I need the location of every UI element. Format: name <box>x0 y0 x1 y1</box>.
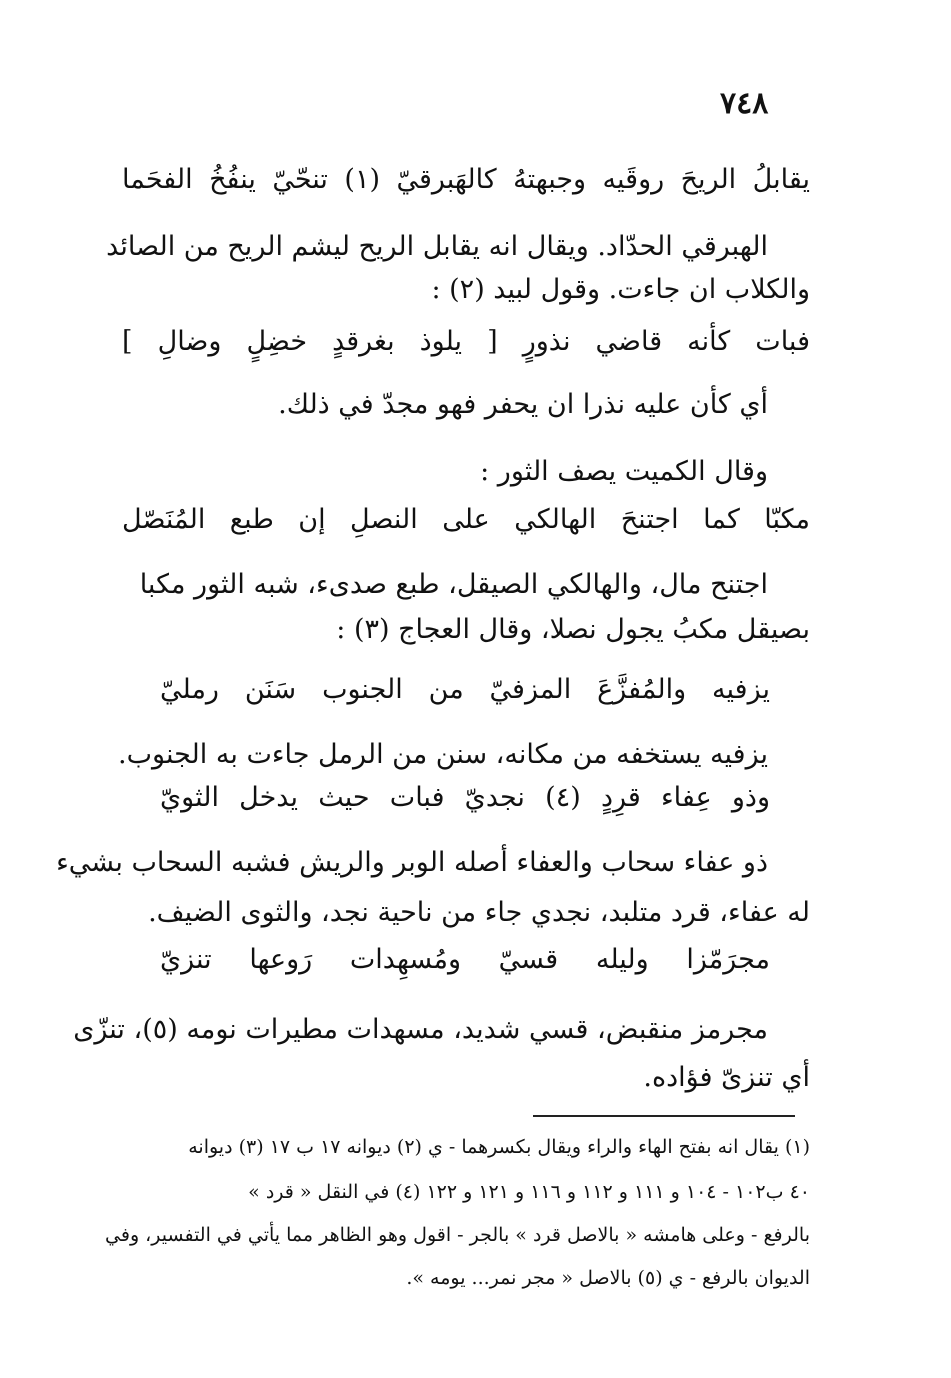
prose-line: أي كأن عليه نذرا ان يحفر فهو مجدّ في ذلك. <box>278 389 768 420</box>
prose-line: ذو عفاء سحاب والعفاء أصله الوبر والريش فشبه السحاب بشيء <box>56 847 768 878</box>
prose-line: أي تنزىّ فؤاده. <box>643 1062 810 1093</box>
prose-line: مجرمز منقبض، قسي شديد، مسهدات مطيرات نومه (٥)، تنزّى <box>73 1014 768 1045</box>
page-number: ٧٤٨ <box>720 86 769 121</box>
footnote-line: ٤٠ ب١٠٢ - ١٠٤ و ١١١ و ١١٢ و ١١٦ و ١٢١ و ١٢٢ (٤) في النقل « قرد » <box>248 1181 810 1203</box>
footnote-line: بالرفع - وعلى هامشه « بالاصل قرد » بالجر - اقول وهو الظاهر مما يأتي في التفسير، وفي <box>105 1224 810 1246</box>
prose-line: له عفاء، قرد متلبد، نجدي جاء من ناحية نجد، والثوى الضيف. <box>148 897 810 928</box>
verse-line: مجرَمّزا وليله قسيّ ومُسهِدات رَوعها تنزيّ <box>160 944 770 975</box>
prose-line: بصيقل مكبُ يجول نصلا، وقال العجاج (٣) : <box>336 614 810 645</box>
verse-line: فبات كأنه قاضي نذورٍ [ يلوذ بغرقدٍ خضِلٍ وضالِ ] <box>122 326 810 357</box>
verse-line: يزفيه والمُفزَّعَ المزفيّ من الجنوب سَنَن رمليّ <box>160 674 770 705</box>
verse-line: مكبّا كما اجتنحَ الهالكي على النصلِ إن طبع المُنَصّل <box>122 504 810 535</box>
prose-line: يزفيه يستخفه من مكانه، سنن من الرمل جاءت به الجنوب. <box>118 739 768 770</box>
footnote-divider <box>533 1115 795 1117</box>
prose-line: وقال الكميت يصف الثور : <box>480 456 768 487</box>
prose-line: والكلاب ان جاءت. وقول لبيد (٢) : <box>431 274 810 305</box>
verse-line: وذو عِفاء قرِدٍ (٤) نجديّ فبات حيث يدخل الثويّ <box>160 782 770 813</box>
footnote-line: الديوان بالرفع - ي (٥) بالاصل « مجر نمر... يومه ». <box>406 1267 810 1289</box>
prose-line: اجتنح مال، والهالكي الصيقل، طبع صدىء، شبه الثور مكبا <box>139 569 768 600</box>
prose-line: الهبرقي الحدّاد. ويقال انه يقابل الريح ليشم الريح من الصائد <box>106 231 768 262</box>
verse-line: يقابلُ الريحَ روقَيه وجبهتهُ كالهَبرقيّ (١) تنحّيّ ينفُخُ الفحَما <box>122 164 811 195</box>
footnote-line: (١) يقال انه بفتح الهاء والراء ويقال بكسرهما - ي (٢) ديوانه ١٧ ب ١٧ (٣) ديوانه <box>188 1136 810 1158</box>
